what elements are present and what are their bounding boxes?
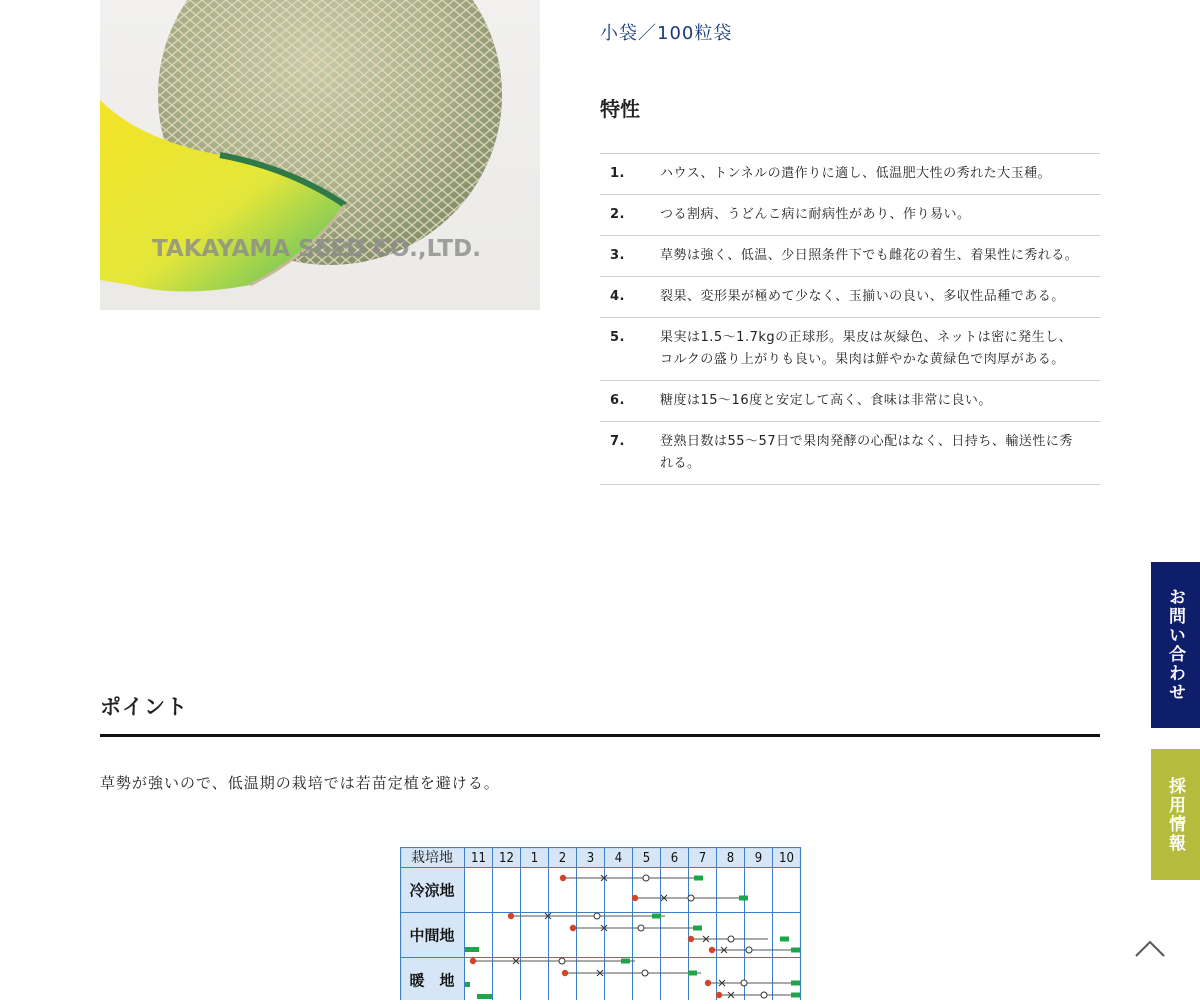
calendar-month-label: 4 (614, 851, 623, 866)
calendar-month-label: 11 (471, 851, 486, 866)
calendar-planting-mark (559, 958, 565, 964)
feature-row (600, 277, 1100, 318)
calendar-planting-mark (688, 895, 694, 901)
feature-text: 登熟日数は55～57日で果肉発酵の心配はなく、日持ち、輸送性に秀れる。 (660, 434, 1073, 471)
feature-number: 1. (610, 166, 625, 181)
back-to-top-button[interactable] (1134, 934, 1166, 966)
contact-tab[interactable]: お問い合わせ (1151, 562, 1200, 728)
calendar-harvest-bar (693, 926, 702, 931)
feature-row (600, 236, 1100, 277)
feature-text: 果実は1.5～1.7kgの正球形。果皮は灰緑色、ネットは密に発生し、コルクの盛り上がりも良い。果肉は鮮やかな黄緑色で肉厚がある。 (660, 330, 1073, 367)
feature-row (600, 154, 1100, 195)
calendar-sowing-dot (560, 875, 566, 881)
calendar-harvest-bar (780, 937, 789, 942)
calendar-harvest-bar (688, 971, 697, 976)
calendar-harvest-bar (621, 959, 630, 964)
calendar-planting-mark (728, 936, 734, 942)
calendar-harvest-bar (465, 947, 479, 952)
calendar-month-label: 12 (499, 851, 514, 866)
calendar-region-label: 暖 地 (409, 971, 455, 990)
calendar-month-label: 10 (779, 851, 794, 866)
feature-number: 7. (610, 434, 625, 449)
calendar-harvest-bar (739, 896, 748, 901)
calendar-month-label: 5 (642, 851, 651, 866)
calendar-month-label: 2 (558, 851, 567, 866)
recruit-tab[interactable]: 採用情報 (1151, 749, 1200, 880)
calendar-sowing-dot (716, 992, 722, 998)
feature-text: 糖度は15～16度と安定して高く、食味は非常に良い。 (660, 393, 992, 408)
feature-number: 5. (610, 330, 625, 345)
feature-text: ハウス、トンネルの遣作りに適し、低温肥大性の秀れた大玉種。 (660, 166, 1052, 181)
feature-text: 裂果、変形果が極めて少なく、玉揃いの良い、多収性品種である。 (660, 289, 1065, 304)
point-text: 草勢が強いので、低温期の栽培では若苗定植を避ける。 (100, 774, 500, 792)
chevron-up-icon (1134, 934, 1166, 966)
calendar-header-bg (401, 848, 801, 868)
calendar-harvest-bar (465, 982, 470, 987)
feature-number: 4. (610, 289, 625, 304)
cultivation-calendar (400, 847, 802, 1004)
calendar-header-label: 栽培地 (411, 850, 453, 866)
calendar-planting-mark (746, 947, 752, 953)
feature-number: 3. (610, 248, 625, 263)
features-heading: 特性 (600, 97, 640, 121)
feature-number: 6. (610, 393, 625, 408)
calendar-harvest-bar (652, 914, 661, 919)
calendar-month-label: 1 (530, 851, 539, 866)
package-sizes: 小袋／100粒袋 (600, 23, 733, 44)
calendar-harvest-bar (791, 993, 800, 998)
feature-row (600, 422, 1100, 485)
calendar-sowing-dot (570, 925, 576, 931)
calendar-planting-mark (642, 970, 648, 976)
calendar-planting-mark (761, 992, 767, 998)
feature-row (600, 318, 1100, 381)
calendar-harvest-bar (791, 981, 800, 986)
calendar-harvest-bar (694, 876, 703, 881)
feature-number: 2. (610, 207, 625, 222)
features-list (600, 153, 1100, 485)
calendar-month-label: 3 (586, 851, 595, 866)
calendar-sowing-dot (508, 913, 514, 919)
section-divider (100, 734, 1100, 737)
calendar-month-label: 7 (698, 851, 707, 866)
product-image (100, 0, 540, 310)
point-heading: ポイント (100, 695, 188, 719)
calendar-month-label: 8 (726, 851, 735, 866)
calendar-sowing-dot (688, 936, 694, 942)
feature-text: 草勢は強く、低温、少日照条件下でも雌花の着生、着果性に秀れる。 (660, 248, 1079, 263)
feature-text: つる割病、うどんこ病に耐病性があり、作り易い。 (660, 207, 971, 222)
feature-row (600, 381, 1100, 422)
calendar-harvest-bar (477, 994, 492, 999)
calendar-month-label: 9 (754, 851, 763, 866)
calendar-planting-mark (643, 875, 649, 881)
watermark-text: TAKAYAMA SEED CO.,LTD. (152, 236, 481, 262)
calendar-region-label: 冷涼地 (409, 881, 455, 900)
calendar-month-label: 6 (670, 851, 679, 866)
calendar-sowing-dot (632, 895, 638, 901)
calendar-planting-mark (741, 980, 747, 986)
calendar-sowing-dot (705, 980, 711, 986)
calendar-sowing-dot (470, 958, 476, 964)
calendar-sowing-dot (562, 970, 568, 976)
calendar-region-label: 中間地 (409, 926, 455, 945)
calendar-harvest-bar (791, 948, 800, 953)
calendar-sowing-dot (709, 947, 715, 953)
calendar-planting-mark (638, 925, 644, 931)
feature-row (600, 195, 1100, 236)
calendar-planting-mark (594, 913, 600, 919)
